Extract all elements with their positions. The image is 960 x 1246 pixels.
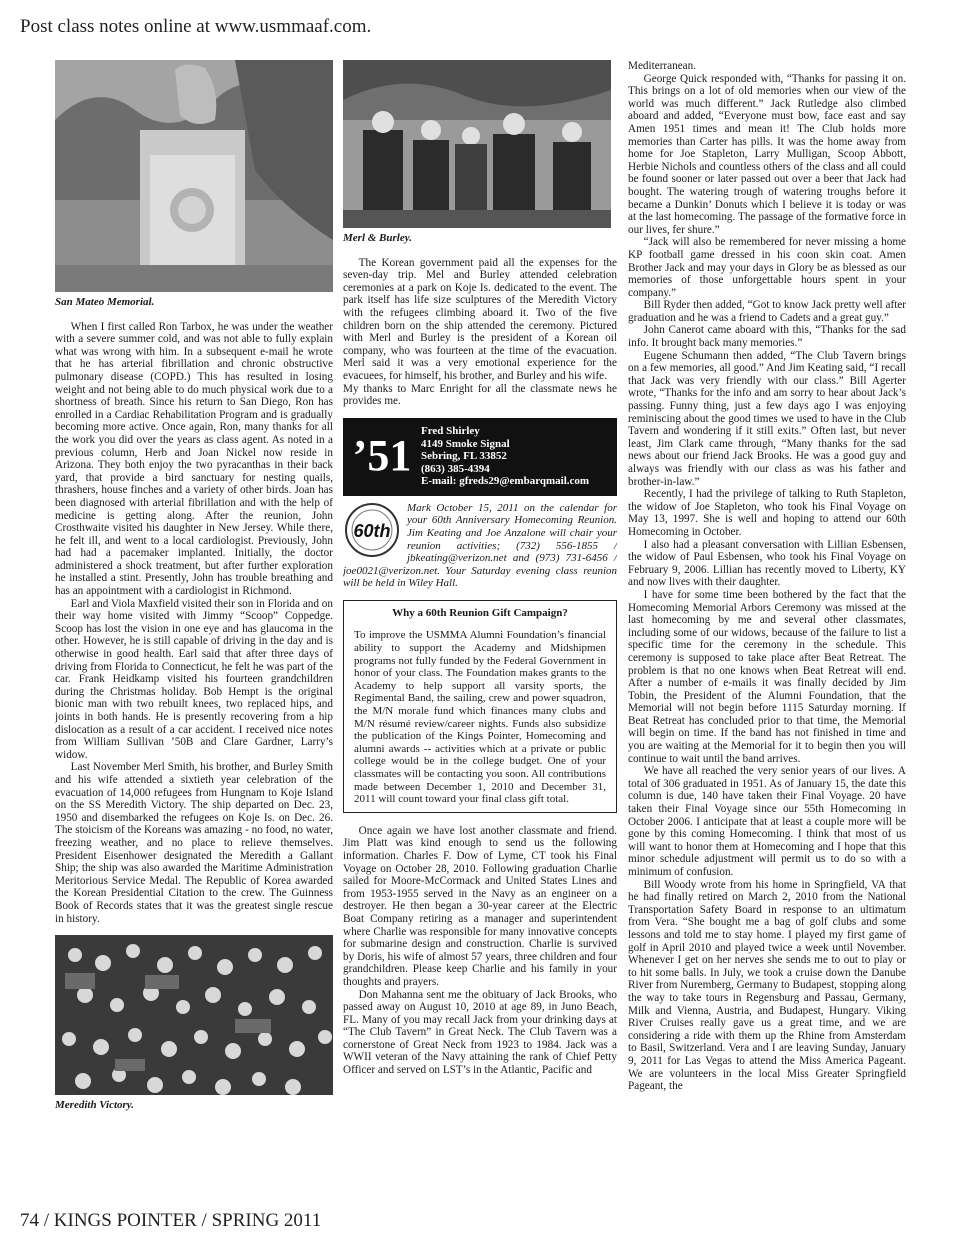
col2-paragraph-1: The Korean government paid all the expenses for the seven-day trip. Mel and Burley attended celebration ceremonies at a park on Koje Is. dedicated to the event. The park itself has life size sculptures of the Meredith Victory with the refugees climbing aboard it. Two of the five children born on the ship attended the ceremony. Pictured with Merl and Burley is the president of a Korean oil company, who was fourteen at the time of the evacuation. Merl said it was a very emotional experience for the evacuees, for himself, his brother, and Burley and his wife. <box>343 256 617 382</box>
reunion-text: Mark October 15, 2011 on the calendar for your 60th Anniversary Homecoming Reunion. Jim Keating and Joe Anzalone will chair your reunion activities; (732) 556-1855 / jbkeating@verizon.net and (973) 731-6456 / joe0021@verizon.net. Your Saturday evening class reunion will be held in Wiley Hall. <box>343 501 617 590</box>
col3-paragraph-3: Bill Ryder then added, “Got to know Jack pretty well after graduation and he was a friend to Cadets and a great guy.” <box>628 299 906 324</box>
contact-street: 4149 Smoke Signal <box>421 437 510 450</box>
header-note: Post class notes online at www.usmmaaf.com. <box>20 16 372 37</box>
column-2 <box>343 60 617 1200</box>
gift-campaign-body: To improve the USMMA Alumni Foundation’s financial ability to support the Academy and Midshipmen programs not fully funded by the Federal Government in honor of your class. The Foundation makes grants to the Academy to help support all varsity sports, the Regimental Band, the sailing, crew and power squadron, the M/N morale fund which finances many clubs and M/N résumé review/career nights. Funds also subsidize the publication of the Kings Pointer, Homecoming and alumni awards -- activities which at a private or public college would be in the college budget. One of your classmates will be contacting you soon. All contributions made between December 1, 2010 and December 31, 2011 will count toward your final class gift total. <box>354 629 606 806</box>
col1-paragraph-1: When I first called Ron Tarbox, he was under the weather with a severe summer cold, and was not able to fully explain what was wrong with him. In a subsequent e-mail he wrote that he has arterial fibrillation and chronic obstructive pulmonary disease (COPD.) This has resulted in losing weight and not being able to do much physical work due to a shortness of breath. Since his return to San Diego, Ron has enrolled in a Cardiac Rehabilitation Program and is gradually becoming more active. Once again, Ron, many thanks for all the work you did over the years as class agent. As noted in a previous column, Herb and Joan Nickel now reside in Arizona. They both enjoy the two pyracanthas in their back yard, that provide a bird sanctuary for nesting quails, thrashers, house finches and a variety of other birds. Joan has been diagnosed with arterial fibrillation and with the help of medicine is getting along. After the reunion, John Crosthwaite visited his daughter in New Jersey. While there, he felt ill, and went to a local cardiologist. Previously, John had had a pacemaker implanted. Initially, the doctor administered a shock treatment, but after further exploration he installed a stint. Presently, John has trouble breathing and has an appointment with a cardiologist in Richmond. <box>55 320 333 598</box>
col3-paragraph-5: Eugene Schumann then added, “The Club Tavern brings on a few memories, all good.” And Jim Keating said, “I recall that Jack was very friendly with our class.” Bill Agerter wrote, “Thanks for the info and am sorry to hear about Jack’s passing. Funny thing, just a few days ago I was enjoying reminiscing about the good times we used to have in the Club Tavern and wondering if it still exits.” Often last, but never least, Jim Clark came through, “Many thanks for the sad news about our friend Jack Brooks. He was a good guy and always was friendly with our class as was his father and brother-in-law.” <box>628 349 906 488</box>
class-contact-box <box>343 418 617 496</box>
col1-paragraph-3: Last November Merl Smith, his brother, and Burley Smith and his wife attended a sixtieth year celebration of the evacuation of 14,000 refugees from Hungnam to Koje Island on the SS Meredith Victory. The ship departed on Dec. 23, 1950 and disembarked the refugees on Koje Is. on Dec. 26. The stoicism of the Koreans was amazing - no food, no water, freezing weather, and no place to relieve themselves. President Eisenhower designated the Meredith a Gallant Ship; the ship was also awarded the Maritime Administration Meritorious Service Medal. The Republic of Korea awarded the Korean Presidential Citation to the crew. The Guinness Book of Records states that it was the greatest single rescue in history. <box>55 761 333 925</box>
class-agent-contact <box>421 425 589 488</box>
col2-paragraph-3: Once again we have lost another classmate and friend. Jim Platt was kind enough to send us the following information. Charles F. Dow of Lyme, CT took his Final Voyage on October 28, 2010. Following graduation Charlie sailed for Moore-McCormack and United States Lines and from 1953-1955 served in the Navy as an engineer on a destroyer. He then began a 30-year career at the Electric Boat Company retiring as a manager and superintendent where Charlie was responsible for many innovative concepts for submarine design and construction. Charlie is survived by Doris, his wife of almost 57 years, three children and four grandchildren. Please keep Charlie and his family in your thoughts and prayers. <box>343 824 617 988</box>
col3-paragraph-0: Mediterranean. <box>628 60 697 72</box>
caption-meredith-victory: Meredith Victory. <box>55 1099 135 1112</box>
gift-campaign-title: Why a 60th Reunion Gift Campaign? <box>392 606 568 619</box>
contact-city: Sebring, FL 33852 <box>421 450 507 463</box>
meredith-victory-photo <box>55 935 333 1095</box>
col3-paragraph-7: I also had a pleasant conversation with Lillian Esbensen, the widow of Paul Esbensen, who took his Final Voyage on February 9, 2006. Lillian has recently moved to Liberty, KY and now lives with their daughter. <box>628 538 906 589</box>
col3-paragraph-4: John Canerot came aboard with this, “Thanks for the sad info. It brought back many memories.” <box>628 324 906 350</box>
caption-san-mateo: San Mateo Memorial. <box>55 296 155 308</box>
gift-campaign-box <box>343 600 617 813</box>
column-3 <box>628 60 906 1200</box>
column-1 <box>55 60 333 1200</box>
contact-phone: (863) 385-4394 <box>421 462 490 475</box>
col3-paragraph-10: Bill Woody wrote from his home in Springfield, VA that he had finally retired on March 2, 2010 from the National Transportation Safety Board in response to an ultimatum from Vera. “She bought me a bag of golf clubs and some lessons and told me to stay home. I played my first game of golf in April 2010 and played twice a week until November. Whenever I get on her nerves she sends me to out to play or to hit some balls. In July, we took a cruise down the Danube River from Nuremberg, Germany to Budapest, stopping along the way to take tours in Regensburg and Passau, Germany, Milk and Vienna, Austria, and Budapest, Hungary. Viking River Cruises really gave us a great time, and we are considering a ride with them up the Rhine from Amsterdam to Basil, Switzerland. Vera and I are leaving Sunday, January 9, 2011 for Las Vegas to attend the Miss America Pageant. We are volunteers in the local Miss Greater Springfield Pageant, the <box>628 878 906 1093</box>
col3-paragraph-1: George Quick responded with, “Thanks for passing it on. This brings on a lot of old memories when our view of the world was much different.” Jack Rutledge also climbed aboard and added, “Everyone must bow, face east and say Amen 1951 times and mean it! The Club holds more memories than Carter has pills. It was the home away from home for Joe Stapleton, Larry Mulligan, Scoop Abbott, Herbie Nichols and countless others of the class and all could be found sooner or later passed out over a beer that Jack had bought. The watering trough of watering troughs before it became a Dunkin’ Donuts which I believe it is today or was at the last homecoming. The passage of the formative force in our lives, fer shure.” <box>628 72 906 236</box>
col3-paragraph-8: I have for some time been bothered by the fact that the Homecoming Memorial Arbors Ceremony was missed at the last homecoming by me and several other classmates, including some of our widows, because of the failure to list a specific time for the ceremony in the schedule. This ceremony is supposed to take place after Beat Retreat. The problem is that no one knows when Beat Retreat will end. After a number of e-mails it was finally decided by Jim Tobin, the President of the Alumni Foundation, that the Memorial will not begin before 1115 Saturday morning. If Beat Retreat has concluded prior to that time, the Memorial will begin on time. If the band has not finished in time and you are waiting at the Memorial for it to begin then you will continue to wait until the band arrives. <box>628 588 906 765</box>
col3-paragraph-9: We have all reached the very senior years of our lives. A total of 306 graduated in 1951. As of January 15, the date this column is due, 140 have taken their Final Voyage. 20 have taken their Final Voyage since our 55th Homecoming in October 2006. I anticipate that at least a couple more will be gone by this coming Homecoming. I think that most of us will want to honor them at Homecoming and I hope that this minor schedule adjustment will permit us to do so with a minimum of confusion. <box>628 765 906 878</box>
page-footer: 74 / KINGS POINTER / SPRING 2011 <box>20 1210 322 1231</box>
60th-anniversary-logo <box>343 502 401 558</box>
class-year: ’51 <box>352 431 412 481</box>
contact-name: Fred Shirley <box>421 425 480 438</box>
col2-paragraph-2: My thanks to Marc Enright for all the classmate news he provides me. <box>343 382 617 408</box>
reunion-notice <box>343 502 617 590</box>
col3-paragraph-2: “Jack will also be remembered for never missing a home KP football game dressed in his coon skin coat. Amen Brother Jack and may your days in Glory be as blessed as our memories of those unforgettable hours spent in your company.” <box>628 236 906 299</box>
san-mateo-memorial-photo <box>55 60 333 292</box>
col3-paragraph-6: Recently, I had the privilege of talking to Ruth Stapleton, the widow of Joe Stapleton, who took his Final Voyage on May 13, 1997. She is well and hoping to attend our 60th Homecoming in October. <box>628 488 906 538</box>
col2-paragraph-4: Don Mahanna sent me the obituary of Jack Brooks, who passed away on August 10, 2010 at age 89, in Juno Beach, FL. Many of you may recall Jack from your drinking days at “The Club Tavern” in Great Neck. The Club Tavern was a cornerstone of Great Neck from 1923 to 1984. Jack was a WWII veteran of the Navy attaining the rank of Chief Petty Officer and served on LST’s in the Atlantic, Pacific and <box>343 988 617 1077</box>
col1-paragraph-2: Earl and Viola Maxfield visited their son in Florida and on their way home visited with Jimmy “Scoop” Coppedge. Scoop has lost the vision in one eye and has glaucoma in the other. However, he is still capable of driving in the day and is otherwise in good health. Earl said that after three days of driving from Florida to Connecticut, he felt he was part of the car. Frank Heidkamp visited his fourteen grandchildren during the Christmas holiday. Bob Hempt is the original bionic man with two rebuilt knees, two replaced hips, and joints in both hands. He is presently recovering from a hip dislocation as a result of a car accident. I received nice notes from William Sullivan ’50B and Clare Gardner, Larry’s widow. <box>55 597 333 761</box>
logo-60th-text: 60th <box>353 520 391 541</box>
caption-merl-burley: Merl & Burley. <box>343 232 412 244</box>
contact-email[interactable]: E-mail: gfreds29@embarqmail.com <box>421 475 590 488</box>
merl-burley-photo <box>343 60 611 228</box>
